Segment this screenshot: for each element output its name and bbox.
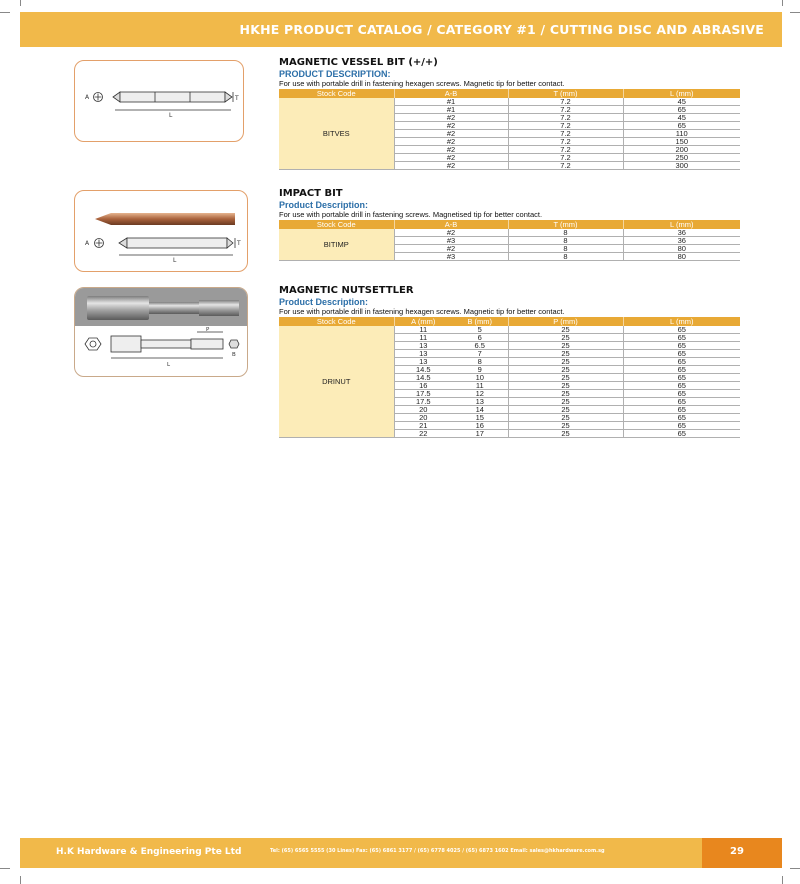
stock-code: BITVES [279, 98, 394, 170]
spec-table [279, 220, 740, 261]
column-header: T (mm) [508, 89, 623, 98]
table-cell: #2 [394, 146, 508, 154]
table-cell: 8 [508, 245, 623, 253]
table-header-row [279, 89, 740, 98]
table-cell: 7 [452, 350, 508, 358]
diagram-label-b: B [232, 352, 236, 358]
table-cell: 7.2 [508, 114, 623, 122]
table-cell: 65 [623, 430, 740, 438]
table-cell: 17.5 [394, 390, 452, 398]
footer-bar [20, 838, 782, 868]
product-title: MAGNETIC NUTSETTLER [279, 285, 414, 296]
table-cell: 25 [508, 406, 623, 414]
crop-mark [790, 868, 800, 869]
table-cell: #1 [394, 98, 508, 106]
diagram-label-l: L [167, 362, 171, 368]
diagram-label-l: L [173, 257, 177, 264]
diagram-label-t: T [235, 95, 239, 102]
table-row [279, 229, 740, 237]
table-cell: 25 [508, 382, 623, 390]
table-cell: 65 [623, 406, 740, 414]
product-section-vessel-bit [279, 57, 740, 170]
table-cell: 13 [394, 358, 452, 366]
diagram-label-p: P [206, 327, 210, 333]
table-cell: 65 [623, 382, 740, 390]
crop-mark [0, 868, 10, 869]
table-cell: 22 [394, 430, 452, 438]
table-cell: 65 [623, 422, 740, 430]
stock-code: BITIMP [279, 229, 394, 261]
table-cell: 12 [452, 390, 508, 398]
table-header-row [279, 220, 740, 229]
table-cell: #2 [394, 114, 508, 122]
crop-mark [782, 876, 783, 884]
table-cell: 6.5 [452, 342, 508, 350]
table-cell: 7.2 [508, 146, 623, 154]
product-subtitle: Product Description: [279, 297, 369, 307]
table-header-row [279, 317, 740, 326]
table-cell: 9 [452, 366, 508, 374]
product-description: For use with portable drill in fastening hexagen screws. Magnetic tip for better contact. [279, 79, 565, 88]
table-cell: 8 [508, 253, 623, 261]
table-cell: 65 [623, 366, 740, 374]
table-cell: 14.5 [394, 366, 452, 374]
table-cell: 7.2 [508, 162, 623, 170]
header-title: HKHE PRODUCT CATALOG / CATEGORY #1 / CUTTING DISC AND ABRASIVE [239, 22, 764, 37]
table-cell: 65 [623, 106, 740, 114]
table-cell: 7.2 [508, 130, 623, 138]
column-header: A-B [394, 89, 508, 98]
impact-bit-diagram [75, 191, 247, 271]
table-cell: 11 [394, 326, 452, 334]
page-number-box [702, 838, 782, 868]
table-cell: 65 [623, 374, 740, 382]
table-cell: 20 [394, 414, 452, 422]
product-section-nutsetter [279, 285, 740, 438]
column-header: L (mm) [623, 89, 740, 98]
crop-mark [0, 12, 10, 13]
table-cell: 17 [452, 430, 508, 438]
table-cell: 11 [452, 382, 508, 390]
table-cell: 13 [394, 350, 452, 358]
product-subtitle: PRODUCT DESCRIPTION: [279, 69, 391, 79]
crop-mark [782, 0, 783, 6]
table-cell: #2 [394, 162, 508, 170]
table-cell: 20 [394, 406, 452, 414]
column-header: L (mm) [623, 317, 740, 326]
table-cell: 25 [508, 390, 623, 398]
table-cell: 13 [394, 342, 452, 350]
table-cell: 200 [623, 146, 740, 154]
table-cell: 8 [452, 358, 508, 366]
table-cell: 7.2 [508, 106, 623, 114]
table-cell: 25 [508, 374, 623, 382]
product-title: MAGNETIC VESSEL BIT (+/+) [279, 57, 438, 68]
column-header: Stock Code [279, 220, 394, 229]
nutsetter-drawing [74, 287, 248, 377]
table-cell: #3 [394, 237, 508, 245]
table-cell: 25 [508, 350, 623, 358]
table-cell: 36 [623, 237, 740, 245]
crop-mark [790, 12, 800, 13]
table-cell: 65 [623, 350, 740, 358]
table-cell: 65 [623, 326, 740, 334]
column-header: P (mm) [508, 317, 623, 326]
diagram-label-t: T [237, 240, 241, 247]
table-cell: #2 [394, 229, 508, 237]
table-cell: #2 [394, 154, 508, 162]
table-cell: 7.2 [508, 122, 623, 130]
table-cell: 25 [508, 358, 623, 366]
table-cell: #1 [394, 106, 508, 114]
table-cell: #3 [394, 253, 508, 261]
table-cell: 14 [452, 406, 508, 414]
table-cell: 45 [623, 98, 740, 106]
table-cell: 14.5 [394, 374, 452, 382]
table-cell: 300 [623, 162, 740, 170]
table-row [279, 98, 740, 106]
diagram-label-a: A [85, 94, 90, 101]
table-cell: 65 [623, 334, 740, 342]
spec-table [279, 317, 740, 438]
table-cell: 65 [623, 342, 740, 350]
column-header: A-B [394, 220, 508, 229]
table-cell: 25 [508, 422, 623, 430]
footer-contact-info: Tel: (65) 6565 5555 (30 Lines) Fax: (65) 6861 3177 / (65) 6778 4025 / (65) 6873 1602 Email: sales@hkhardware.com.sg [270, 848, 605, 854]
product-subtitle: Product Description: [279, 200, 369, 210]
diagram-label-a: A [85, 240, 90, 247]
table-cell: 25 [508, 334, 623, 342]
table-cell: 8 [508, 229, 623, 237]
table-cell: #2 [394, 130, 508, 138]
vessel-bit-diagram [75, 61, 243, 141]
table-cell: 25 [508, 366, 623, 374]
stock-code: DRINUT [279, 326, 394, 438]
column-header: L (mm) [623, 220, 740, 229]
table-cell: 150 [623, 138, 740, 146]
product-description: For use with portable drill in fastening screws. Magnetised tip for better contact. [279, 210, 543, 219]
header-bar [20, 12, 782, 47]
table-cell: 25 [508, 414, 623, 422]
table-cell: #2 [394, 122, 508, 130]
product-section-impact-bit [279, 188, 740, 261]
column-header: A (mm) [394, 317, 452, 326]
table-cell: 13 [452, 398, 508, 406]
table-cell: 7.2 [508, 154, 623, 162]
crop-mark [20, 876, 21, 884]
footer-company-name: H.K Hardware & Engineering Pte Ltd [56, 847, 242, 857]
column-header: T (mm) [508, 220, 623, 229]
table-cell: 6 [452, 334, 508, 342]
vessel-bit-drawing [74, 60, 244, 142]
page-number: 29 [730, 846, 744, 857]
diagram-label-l: L [169, 112, 173, 119]
table-cell: 25 [508, 398, 623, 406]
table-cell: 65 [623, 122, 740, 130]
table-cell: 45 [623, 114, 740, 122]
table-cell: 110 [623, 130, 740, 138]
table-cell: 7.2 [508, 98, 623, 106]
table-cell: 80 [623, 253, 740, 261]
table-cell: 11 [394, 334, 452, 342]
column-header: Stock Code [279, 89, 394, 98]
table-cell: 8 [508, 237, 623, 245]
product-title: IMPACT BIT [279, 188, 343, 199]
table-cell: 80 [623, 245, 740, 253]
table-cell: 5 [452, 326, 508, 334]
table-cell: 16 [394, 382, 452, 390]
column-header: Stock Code [279, 317, 394, 326]
table-cell: 65 [623, 398, 740, 406]
table-cell: 36 [623, 229, 740, 237]
table-cell: 65 [623, 358, 740, 366]
table-cell: 25 [508, 430, 623, 438]
product-description: For use with portable drill in fastening hexagen screws. Magnetic tip for better contact. [279, 307, 565, 316]
spec-table [279, 89, 740, 170]
nutsetter-diagram [75, 288, 247, 376]
table-cell: 15 [452, 414, 508, 422]
table-cell: #2 [394, 245, 508, 253]
table-cell: 7.2 [508, 138, 623, 146]
table-cell: 250 [623, 154, 740, 162]
impact-bit-drawing [74, 190, 248, 272]
table-cell: 25 [508, 342, 623, 350]
table-cell: 16 [452, 422, 508, 430]
table-cell: 65 [623, 414, 740, 422]
table-cell: 21 [394, 422, 452, 430]
table-cell: #2 [394, 138, 508, 146]
table-row [279, 326, 740, 334]
column-header: B (mm) [452, 317, 508, 326]
crop-mark [20, 0, 21, 6]
table-cell: 17.5 [394, 398, 452, 406]
table-cell: 25 [508, 326, 623, 334]
table-cell: 65 [623, 390, 740, 398]
table-cell: 10 [452, 374, 508, 382]
